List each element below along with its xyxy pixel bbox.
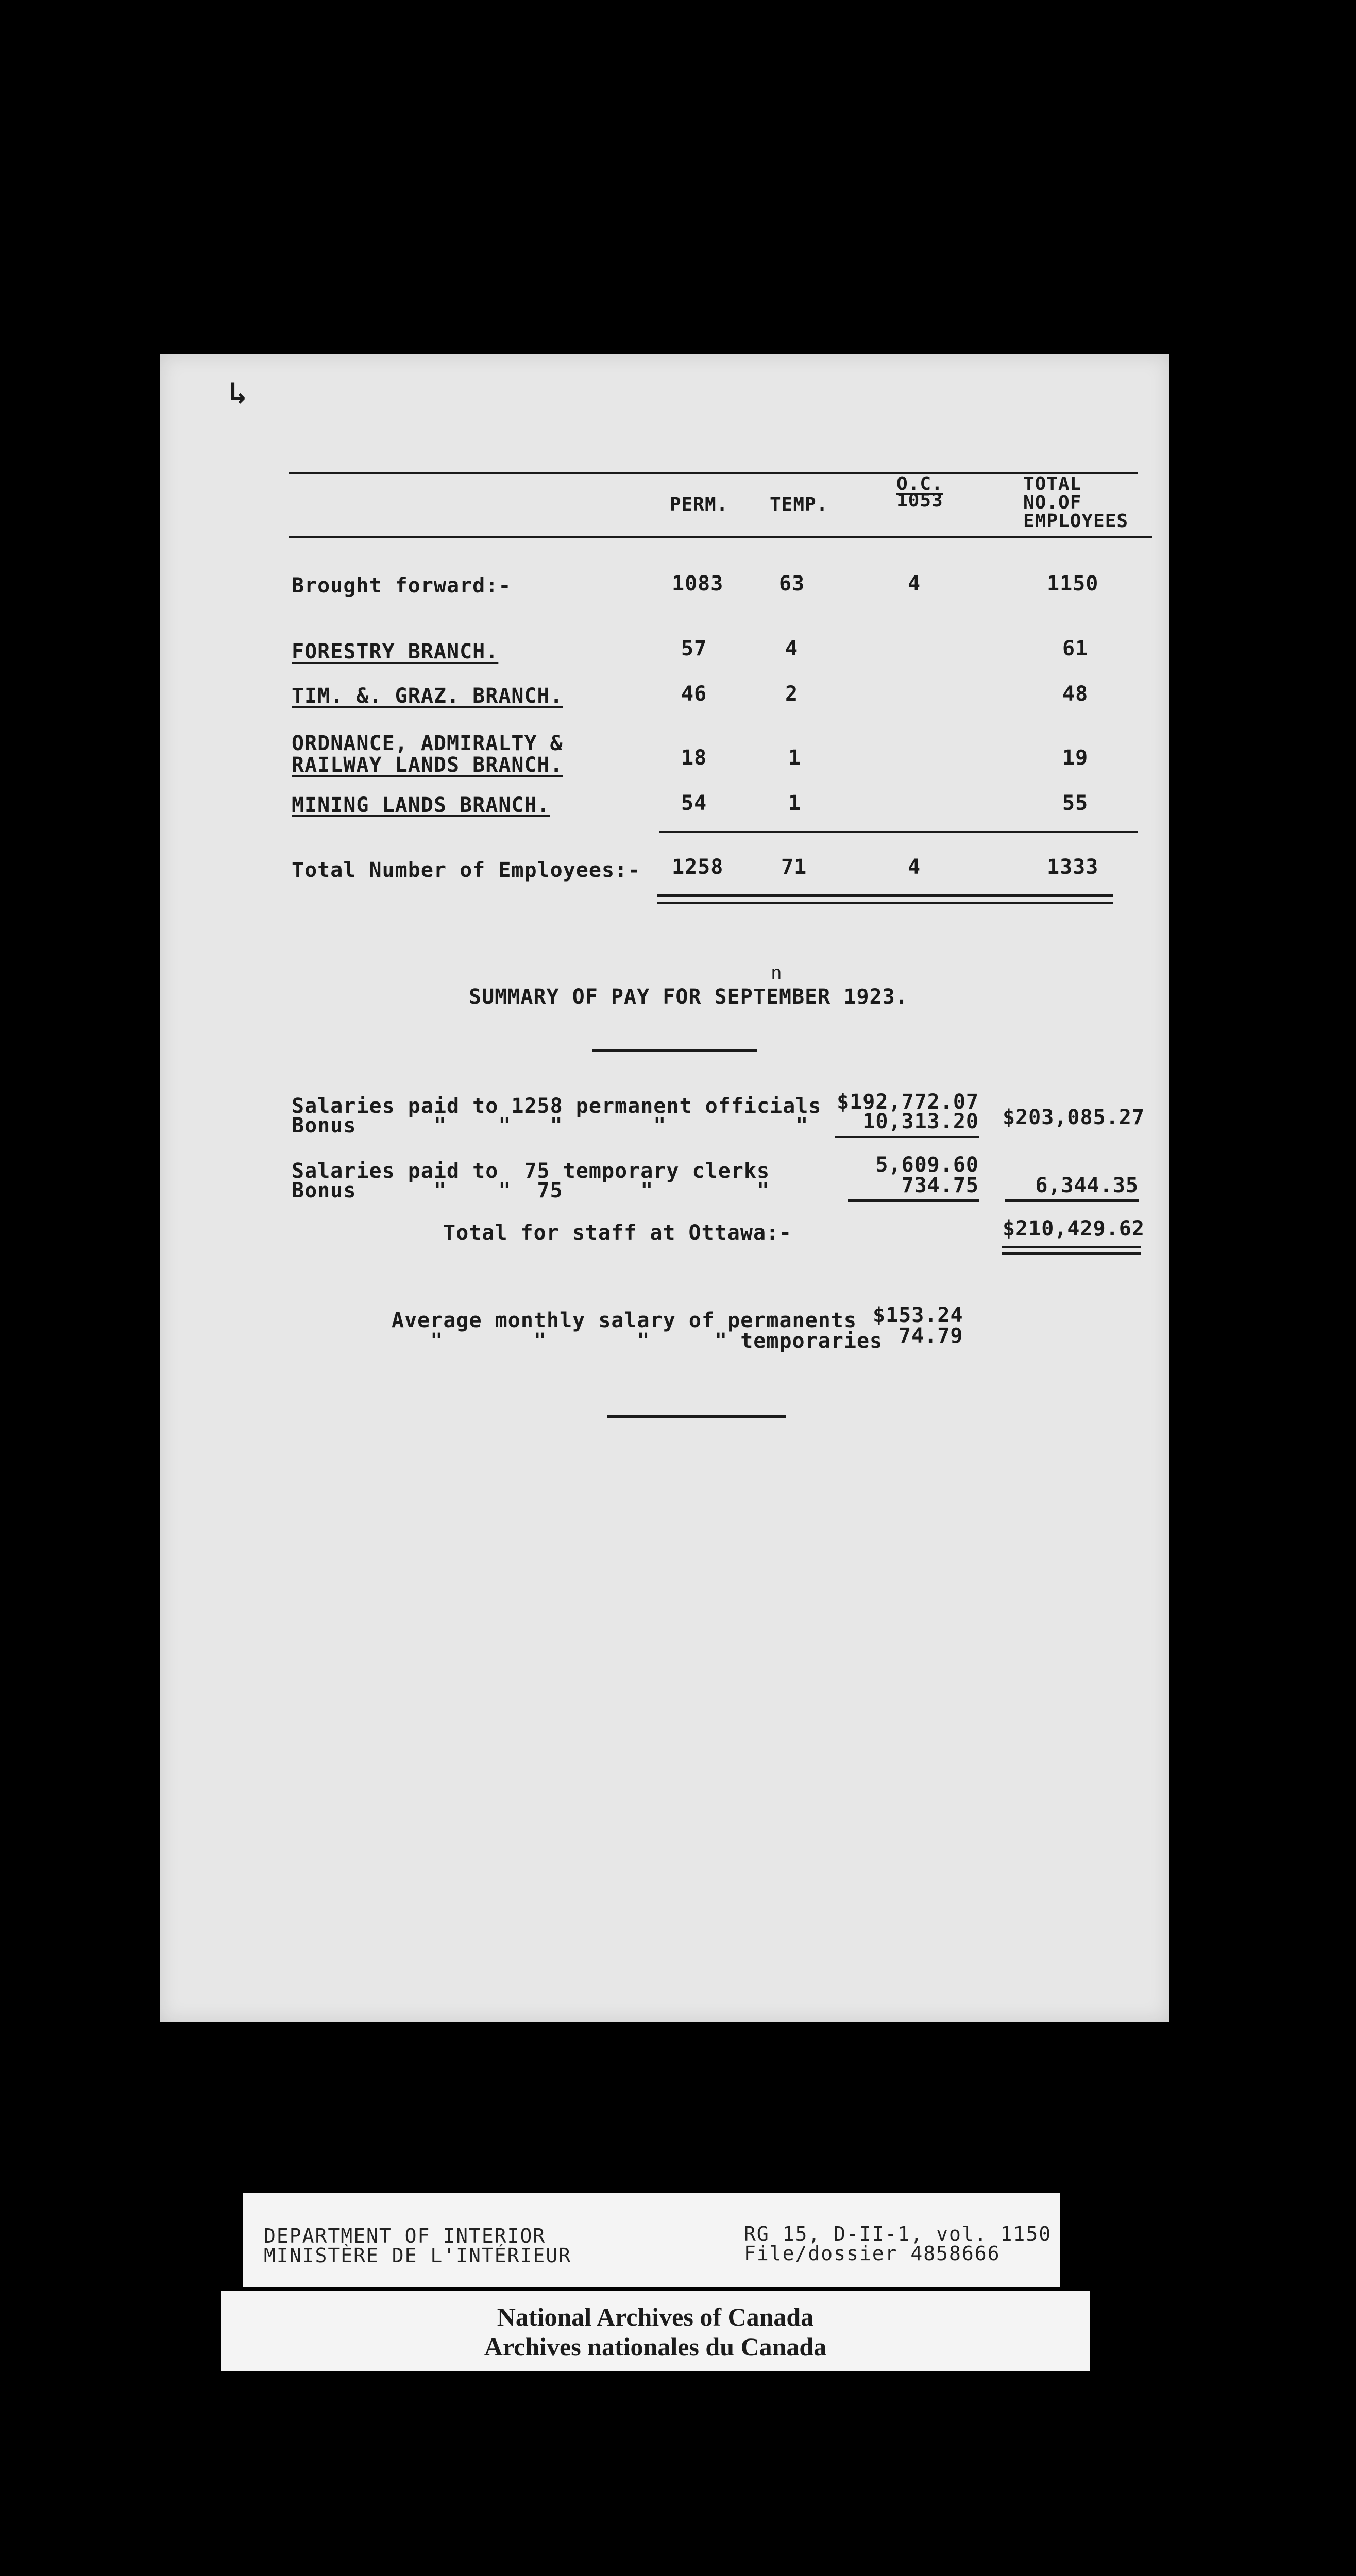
file-dossier-number: File/dossier 4858666 — [744, 2242, 1001, 2265]
row-value-total: 61 — [1062, 637, 1089, 660]
average-permanent-amount: $153.24 — [873, 1303, 963, 1327]
row-value-oc: 4 — [908, 572, 921, 596]
row-label-railway: RAILWAY LANDS BRANCH. — [292, 753, 563, 777]
col-header-oc-number: 1053 — [896, 490, 943, 511]
corner-mark: ↳ — [229, 375, 248, 411]
record-group-reference: RG 15, D-II-1, vol. 1150 — [744, 2223, 1052, 2245]
archive-reference-label — [243, 2193, 1060, 2287]
row-value-total: 48 — [1062, 682, 1089, 706]
bonus-permanent-label: Bonus " " " " " — [292, 1114, 809, 1138]
row-value-temp: 4 — [785, 637, 799, 660]
col-header-perm: PERM. — [670, 494, 728, 515]
totals-top-rule — [659, 831, 1138, 833]
row-value-temp: 1 — [788, 791, 802, 815]
header-top-rule — [289, 472, 1138, 474]
department-english: DEPARTMENT OF INTERIOR — [264, 2225, 546, 2247]
totals-double-rule-2 — [657, 902, 1113, 904]
col-header-total-3: EMPLOYEES — [1023, 511, 1129, 532]
temporary-subtotal-rule — [848, 1199, 979, 1202]
salaries-temporary-label: Salaries paid to 75 temporary clerks — [292, 1159, 770, 1183]
summary-title: SUMMARY OF PAY FOR SEPTEMBER 1923. — [469, 985, 908, 1009]
row-label-forestry: FORESTRY BRANCH. — [292, 640, 499, 664]
row-value-perm: 46 — [681, 682, 707, 706]
col-header-oc: O.C. — [896, 473, 943, 495]
row-value-temp: 63 — [779, 572, 805, 596]
closing-rule — [607, 1415, 786, 1418]
archives-name-label — [221, 2291, 1090, 2371]
archives-name-english: National Archives of Canada — [497, 2302, 814, 2331]
totals-temp: 71 — [781, 855, 807, 879]
row-value-total: 1150 — [1047, 572, 1099, 596]
totals-perm: 1258 — [672, 855, 724, 879]
col-header-total-2: NO.OF — [1023, 492, 1082, 513]
salaries-permanent-label: Salaries paid to 1258 permanent officials — [292, 1094, 822, 1118]
row-value-total: 55 — [1062, 791, 1089, 815]
totals-label: Total Number of Employees:- — [292, 858, 641, 882]
row-label-tim-graz: TIM. &. GRAZ. BRANCH. — [292, 684, 563, 708]
bonus-permanent-amount: 10,313.20 — [862, 1110, 979, 1133]
row-value-perm: 57 — [681, 637, 707, 660]
row-value-perm: 54 — [681, 791, 707, 815]
row-label-brought-forward: Brought forward:- — [292, 574, 512, 598]
col-header-total-1: TOTAL — [1023, 473, 1082, 495]
salaries-temporary-amount: 5,609.60 — [875, 1153, 979, 1177]
header-bottom-rule — [289, 536, 1152, 538]
department-french: MINISTÈRE DE L'INTÉRIEUR — [264, 2244, 572, 2267]
total-staff-amount: $210,429.62 — [1003, 1217, 1145, 1241]
col-header-temp: TEMP. — [770, 494, 828, 515]
salaries-permanent-amount: $192,772.07 — [837, 1090, 979, 1114]
grand-total-rule-1 — [1002, 1246, 1141, 1248]
average-temporary-label: " " " " temporaries — [392, 1329, 883, 1353]
row-value-perm: 1083 — [672, 572, 724, 596]
permanent-subtotal-rule — [835, 1136, 979, 1138]
row-value-perm: 18 — [681, 746, 707, 770]
permanent-subtotal: $203,085.27 — [1003, 1106, 1145, 1129]
row-value-temp: 2 — [785, 682, 799, 706]
row-value-total: 19 — [1062, 746, 1089, 770]
totals-oc: 4 — [908, 855, 921, 879]
grand-total-rule-2 — [1002, 1252, 1141, 1255]
totals-total: 1333 — [1047, 855, 1099, 879]
archives-name-french: Archives nationales du Canada — [484, 2332, 827, 2361]
bonus-temporary-amount: 734.75 — [901, 1174, 979, 1197]
bonus-temporary-label: Bonus " " 75 " " — [292, 1179, 770, 1202]
document-page — [160, 354, 1169, 2022]
temporary-subtotal: 6,344.35 — [1035, 1174, 1139, 1197]
total-staff-label: Total for staff at Ottawa:- — [443, 1221, 792, 1245]
row-label-mining: MINING LANDS BRANCH. — [292, 793, 550, 817]
row-value-temp: 1 — [788, 746, 802, 770]
insertion-mark: n — [771, 962, 783, 984]
totals-double-rule-1 — [657, 894, 1113, 897]
summary-title-rule — [592, 1049, 757, 1052]
average-permanent-label: Average monthly salary of permanents — [392, 1309, 857, 1332]
subtotals-rule — [1005, 1199, 1139, 1202]
row-label-ordnance: ORDNANCE, ADMIRALTY & — [292, 732, 563, 755]
average-temporary-amount: 74.79 — [899, 1324, 963, 1348]
